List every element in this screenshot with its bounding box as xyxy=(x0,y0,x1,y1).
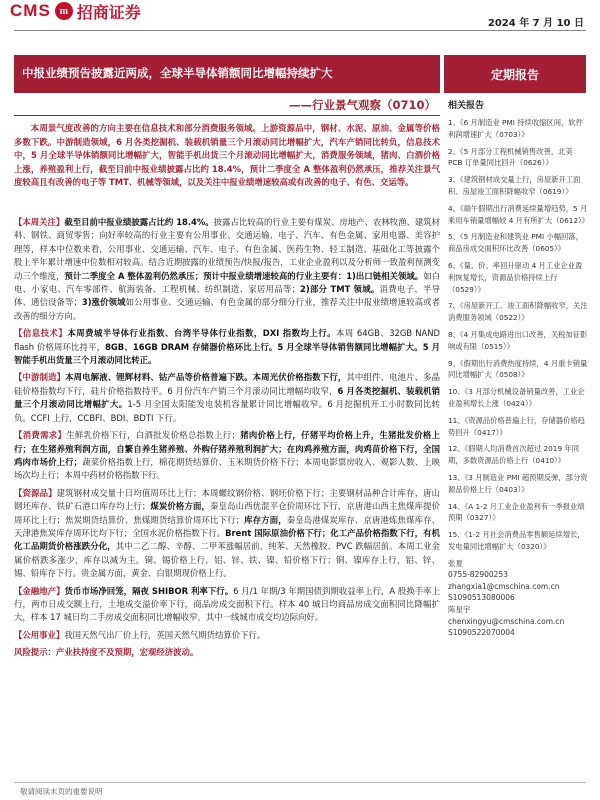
logo-mark-icon: m xyxy=(55,2,73,20)
section-highlight: 货币市场净回笼，隔夜 SHIBOR 利率下行。 xyxy=(64,585,234,596)
footer-divider xyxy=(14,782,586,783)
section-text: 秦皇岛山西优混平仓价周环比下行，京唐港山西主焦煤库提价周环比上行；焦炭期货结算价、焦煤期货结算价周环比下行； xyxy=(14,501,441,525)
section-text: 我国天然气出厂价上行，英国天然气期货结算价下行。 xyxy=(64,629,266,640)
section-text: 生鲜乳价格下行，白酒批发价格总指数上行； xyxy=(66,430,240,441)
section-tag: 【中游制造】 xyxy=(14,372,66,383)
subtitle-underline xyxy=(14,115,440,116)
related-report-item[interactable]: 7、《房屋新开工、竣工面积降幅收窄，关注消费服务领域（0522）》 xyxy=(448,301,588,323)
related-report-item[interactable]: 15、《1-2 月社会消费品零售额延续增长，发电量同比增幅扩大（0320）》 xyxy=(448,530,585,551)
section-text: 如公用事业、交通运输、有色金属的部分细分行业，推荐关注中报业绩增速较高或者改善的细分方向。 xyxy=(14,297,441,321)
report-type-banner: 定期报告 xyxy=(444,55,586,93)
section-paragraph xyxy=(14,371,440,425)
section-highlight: 8GB、16GB DRAM 存储器价格环比上行。5 月全球半导体销售额同比增幅扩大。5 月智能手机出货量三个月滚动同比转正。 xyxy=(14,341,440,366)
section-highlight: 截至目前中报业绩披露占比约 18.4%。 xyxy=(64,217,214,227)
section-tag: 【金融地产】 xyxy=(14,585,65,596)
section-tag: 【资源品】 xyxy=(14,487,57,498)
section-text: 其中二乙二醇、辛醇、二甲苯涨幅居前，纯苯、天然橡胶、PVC 跌幅居前。本周工业金属价格跌多涨少，库存以减为主。铜、锡价格上行，铝、锌、铁、镍、铅价格下行；铜、镍库存上行，铝、锌、锡、铅库存下行。贵金属方面，黄金、白银期现价格上行。 xyxy=(14,541,441,579)
section-text: 建筑钢材成交量十日均值周环比上行；本周螺纹钢价格、钢坯价格下行；主要钢材品种合计库存、唐山钢坯库存、铁矿石港口库存均上行； xyxy=(14,487,441,512)
analyst-info xyxy=(448,558,588,639)
section-paragraph xyxy=(14,429,440,483)
section-tag: 【消费需求】 xyxy=(14,430,67,441)
footer-note: 敬请阅读末页的重要说明 xyxy=(20,787,103,796)
section-paragraph xyxy=(14,629,440,642)
related-report-item[interactable]: 2、《5 月部分工程机械销售改善，北美 PCB 订单量同比回升（0626）》 xyxy=(448,146,573,168)
section-highlight: 6 月各类挖掘机、装载机销量三个月滚动同比增幅扩大。 xyxy=(14,385,440,410)
summary-paragraph: 本周景气度改善的方向主要在信息技术和部分消费服务领域。上游资源品中，钢材、水泥、原油、金属等价格多数下跌。中游制造领域，6 月各类挖掘机、装载机销量三个月滚动同比增幅扩大，汽车产销同比转负，信息技术中，5 月全球半导体销额同比增幅扩大，智能手机出货三个月滚动同比增幅扩大，消费服务领域，猪肉、白酒价格上涨，养殖盈利上行，截至目前中报业绩披露占比约 18.4%，预计二季度全 A 整体盈利仍然承压，推荐关注景气度较高且有改善的电子等 TMT、机械等领域，以及关注中报业绩增速较高或有改善的电子、有色、交运等。 xyxy=(14,123,440,188)
report-date: 2024 年 7 月 10 日 xyxy=(487,18,584,29)
related-report-item[interactable]: 9、《假期出行消费热度持续，4 月重卡销量同比增幅扩大（0508）》 xyxy=(448,358,588,380)
sidebar-related-reports xyxy=(448,98,588,639)
section-highlight: 本周费城半导体行业指数、台湾半导体行业指数，DXI 指数均上行。 xyxy=(67,328,336,339)
related-report-item[interactable]: 4、《端午假期出行消费延续量增趋势，5 月乘用车销量增幅较 4 月有所扩大（0612）》 xyxy=(448,203,589,225)
section-text: 如白电、小家电、汽车零部件、航海装备、工程机械、纺织制造、家居用品等； xyxy=(14,270,441,295)
section-highlight: 猪肉价格上行，仔猪平均价格上升，生猪批发价格上行；在生猪养殖利润方面，自繁自养生猪养殖、外购仔猪养殖利润扩大；在肉鸡养殖方面，肉鸡苗价格下行，全国鸡肉市场价上行； xyxy=(14,430,441,467)
main-content xyxy=(14,216,440,664)
report-subtitle: ——行业景气观察（0710） xyxy=(288,98,436,112)
analyst-email[interactable]: zhangxia1@cmschina.com.cn xyxy=(448,581,560,591)
section-paragraph xyxy=(14,327,440,367)
section-paragraph xyxy=(14,487,440,581)
section-text: 6 月/1 年期/3 年期国债到期收益率上行，A 股换手率上行，两市日成交额上行，土地成交溢价率下行，商品房成交面积下行。样本 40 城日均商品房成交面积同比降幅扩大，样本 17 城日均二手房成交面积同比增幅收窄，其中一线城市成交均边际向好。 xyxy=(14,585,440,623)
related-report-item[interactable]: 10、《3 月部分机械设备销量改善，工业企业盈利增长上涨（0424）》 xyxy=(448,387,585,408)
related-report-item[interactable]: 1、《6 月制造业 PMI 持续收缩区间，软件利润增速扩大（0703）》 xyxy=(448,118,583,139)
cms-logo xyxy=(10,0,141,22)
logo-en: CMS xyxy=(10,1,51,20)
section-text: 其中组件、电池片、多晶硅价格指数均下行，硅片价格指数持平。6 月份汽车产销三个月滚动同比增幅均收窄， xyxy=(14,372,441,396)
section-text: 本周 64GB、32GB NAND flash 价格周环比持平， xyxy=(14,328,440,352)
section-paragraph xyxy=(14,585,440,625)
section-text: 消费电子、半导体、通信设备等； xyxy=(14,284,441,308)
header-divider xyxy=(14,30,586,31)
related-report-item[interactable]: 3、《建筑钢材成交量上行，房屋新开工面积、房屋竣工面积降幅收窄（0619）》 xyxy=(448,175,581,196)
related-report-item[interactable]: 14、《A 1-2 月工业企业盈利有一季报业绩预期（0327）》 xyxy=(448,501,585,523)
analyst-phone: 0755-82900253 xyxy=(448,570,508,580)
related-report-item[interactable]: 13、《3 月制造业 PMI 超预期反弹，部分资源品价格上行（0403）》 xyxy=(448,472,588,494)
section-tag: 【公用事业】 xyxy=(14,629,65,640)
section-highlight: 煤炭价格方面， xyxy=(150,501,211,512)
related-report-item[interactable]: 6、《量、价、率回升驱动 4 月工业企业盈利恢复增长，资源品价格持续上行（0529）》 xyxy=(448,260,583,294)
section-highlight: 本周电解液、锂辉材料、钴产品等价格普遍下跌。本周光伏价格指数下行， xyxy=(65,372,347,383)
section-text: 秦皇岛港煤炭库存、京唐港炼焦煤库存、天津港焦炭库存周环比均下行；全国水泥价格指数下行。 xyxy=(14,514,441,538)
section-tag: 【本周关注】 xyxy=(14,217,65,227)
analyst-name: 张夏 xyxy=(448,558,463,568)
section-highlight: 3)涨价领域 xyxy=(81,297,126,308)
analyst-license: S1090513080006 xyxy=(448,593,515,603)
related-report-item[interactable]: 5、《5 月制造业和建筑业 PMI 小幅回落，商品房成交面积环比改善（0605）》 xyxy=(448,232,583,254)
page-header xyxy=(0,0,600,32)
section-paragraph xyxy=(14,216,440,323)
report-title-banner: 中报业绩预告披露近两成，全球半导体销额同比增幅持续扩大 xyxy=(14,55,440,93)
risk-warning: 风险提示：产业扶持度不及预期，宏观经济波动。 xyxy=(14,647,199,658)
related-report-item[interactable]: 12、《假期人均消费首次超过 2019 年同期，多数资源品价格上行（0410）》 xyxy=(448,444,579,466)
sidebar-title: 相关报告 xyxy=(448,101,485,111)
section-text: 蔬菜价格指数上行，棉花期货结算价、玉米期货价格下行；本周电影票房收入、观影人数、上映场次均上行；本周中药材价格指数下行。 xyxy=(14,456,441,481)
logo-cn: 招商证券 xyxy=(76,2,141,22)
analyst-name: 陈星宇 xyxy=(448,605,471,615)
section-text: 披露占比较高的行业主要有煤炭、房地产、农林牧渔、建筑材料、钢铁、商贸零售；向好率较高的行业主要有公用事业、交通运输、电子、汽车、有色金属、家用电器、美容护理等，样本中位数来看，公用事业、交通运输、汽车、电子、有色金属、医药生物、轻工制造、基础化工等披露个股上半年累计增速中位数相对较高。结合近期披露的业绩预告/快报/报告，工业企业盈利以及分析师一致盈利预测变动三个维度， xyxy=(14,217,441,281)
section-highlight: 2)部分 TMT 领域。 xyxy=(300,284,380,295)
section-tag: 【信息技术】 xyxy=(14,328,68,339)
related-report-item[interactable]: 8、《4 月集成电路进出口改善，关税加征影响或有限（0515）》 xyxy=(448,329,588,351)
analyst-email[interactable]: chenxingyu@cmschina.com.cn xyxy=(448,616,565,626)
section-highlight: 预计二季度全 A 整体盈利仍然承压；预计中报业绩增速较高的行业主要有：1)出口链相关领域。 xyxy=(64,270,424,281)
section-text: 1-5 月全国太阳能发电装机容量累计同比增幅收窄。6 月挖掘机开工小时数同比转负。CCFI 上行，CCBFI、BDI、BDTI 下行。 xyxy=(14,399,440,423)
section-highlight: 库存方面， xyxy=(243,514,287,525)
related-report-item[interactable]: 11、《资源品价格普遍上行，存储器价格趋势回升（0417）》 xyxy=(448,415,585,437)
section-highlight: Brent 国际原油价格下行；化工产品价格指数下行，有机化工品期货价格涨跌分化， xyxy=(14,527,441,552)
analyst-license: S1090522070004 xyxy=(448,628,515,638)
